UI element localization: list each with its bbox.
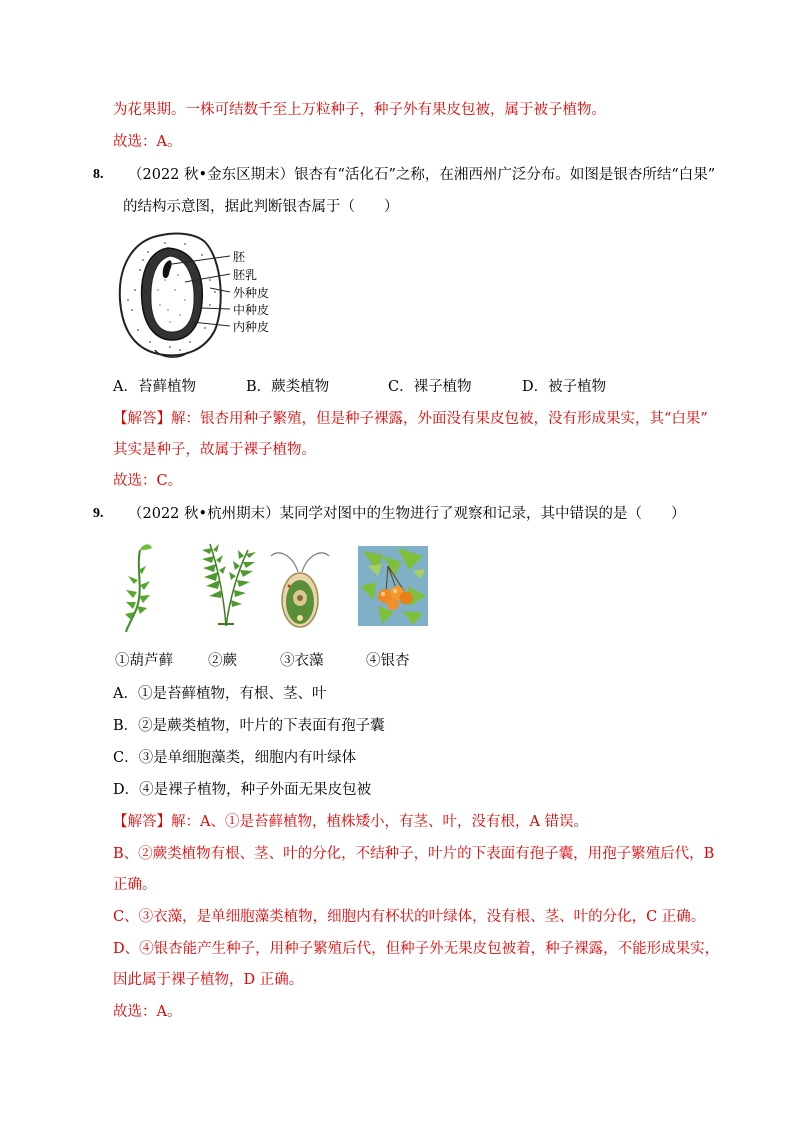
caption-moss: ①葫芦藓 <box>115 653 173 669</box>
ginkgo-image <box>358 546 428 626</box>
answer-tag: 【解答】 <box>113 814 171 830</box>
q9-answer-line6: 因此属于裸子植物，D 正确。 <box>113 972 304 988</box>
q9-option-b[interactable]: B．②是蕨类植物，叶片的下表面有孢子囊 <box>113 718 385 734</box>
seed-label-outer-coat: 外种皮 <box>233 286 270 300</box>
seed-label-inner-coat: 内种皮 <box>233 320 270 334</box>
prev-answer-line: 为花果期。一株可结数千至上万粒种子，种子外有果皮包被，属于被子植物。 <box>113 102 606 118</box>
q8-answer-line2: 其实是种子，故属于裸子植物。 <box>113 442 316 458</box>
prev-answer-conclusion: 故选：A。 <box>113 134 182 150</box>
question-9-number: 9. <box>93 506 104 521</box>
fern-image <box>188 538 263 630</box>
q9-option-c[interactable]: C．③是单细胞藻类，细胞内有叶绿体 <box>113 750 357 766</box>
q8-option-d[interactable]: D．被子植物 <box>522 379 607 395</box>
caption-ginkgo: ④银杏 <box>366 653 410 669</box>
question-8-number: 8. <box>93 167 104 182</box>
question-8-stem-line1: （2022 秋•金东区期末）银杏有“活化石”之称，在湘西州广泛分布。如图是银杏所结“白果” <box>128 167 716 183</box>
q9-answer-line2: B、②蕨类植物有根、茎、叶的分化，不结种子，叶片的下表面有孢子囊，用孢子繁殖后代，B <box>113 846 715 862</box>
q8-answer-text: 解：银杏用种子繁殖，但是种子裸露，外面没有果皮包被，没有形成果实，其“白果” <box>171 411 708 427</box>
q8-option-a[interactable]: A．苔藓植物 <box>113 379 196 395</box>
moss-image <box>118 540 163 635</box>
answer-tag: 【解答】 <box>113 411 171 427</box>
chlamydomonas-image <box>265 542 335 632</box>
q9-conclusion: 故选：A。 <box>113 1004 182 1020</box>
q9-answer-line1 <box>113 812 588 832</box>
q8-answer-line1 <box>113 409 708 429</box>
q9-answer-text: 解：A、①是苔藓植物，植株矮小，有茎、叶，没有根，A 错误。 <box>171 814 589 830</box>
question-9-stem: （2022 秋•杭州期末）某同学对图中的生物进行了观察和记录，其中错误的是（ ） <box>128 506 686 522</box>
caption-fern: ②蕨 <box>208 653 237 669</box>
seed-label-embryo: 胚 <box>233 250 246 264</box>
q9-option-d[interactable]: D．④是裸子植物，种子外面无果皮包被 <box>113 782 372 798</box>
caption-chlamydomonas: ③衣藻 <box>280 653 324 669</box>
q9-answer-line3: 正确。 <box>113 877 157 893</box>
question-8-stem-line2: 的结构示意图，据此判断银杏属于（ ） <box>123 199 399 215</box>
seed-label-endosperm: 胚乳 <box>233 268 258 282</box>
seed-label-middle-coat: 中种皮 <box>233 303 270 317</box>
q9-answer-line4: C、③衣藻，是单细胞藻类植物，细胞内有杯状的叶绿体，没有根、茎、叶的分化，C 正确。 <box>113 909 706 925</box>
q9-answer-line5: D、④银杏能产生种子，用种子繁殖后代，但种子外无果皮包被着，种子裸露，不能形成果实， <box>113 941 720 957</box>
q8-option-c[interactable]: C．裸子植物 <box>388 379 472 395</box>
q8-conclusion: 故选：C。 <box>113 473 183 489</box>
q8-option-b[interactable]: B．蕨类植物 <box>246 379 330 395</box>
q9-option-a[interactable]: A．①是苔藓植物，有根、茎、叶 <box>113 686 327 702</box>
